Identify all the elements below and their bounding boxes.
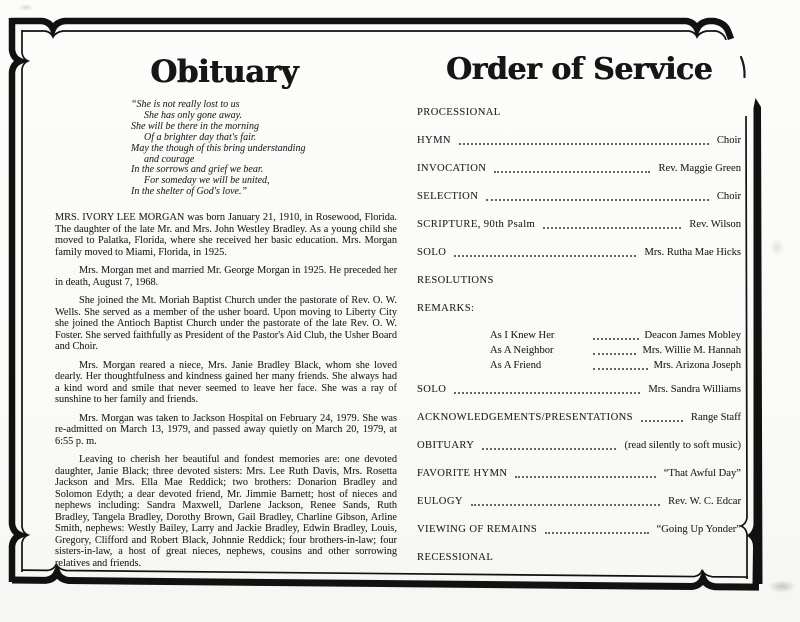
left-page-obituary — [25, 54, 423, 576]
obituary-paragraphs — [55, 212, 397, 569]
remarks-sub-item — [490, 329, 741, 342]
poem-line: In the sorrows and grief we bear. — [131, 164, 264, 176]
obituary-title: Obituary — [150, 54, 298, 90]
poem-line: She has only gone away. — [144, 109, 243, 121]
poem-line: She will be there in the morning — [131, 120, 259, 132]
dotted-leader — [486, 199, 709, 201]
service-label: EULOGY — [417, 496, 463, 507]
remarks-sub-label: As A Neighbor — [490, 345, 554, 356]
obituary-paragraph: Mrs. Morgan reared a niece, Mrs. Janie Bradley Black, whom she loved dearly. Her thoughtfulness and kindness gained her many friends. She always had a kind word and smile that never seemed to leave her face. She was a ray of sunshine to her family and friends. — [55, 359, 397, 406]
service-item — [417, 552, 741, 564]
service-value: Choir — [716, 191, 741, 202]
service-item — [417, 524, 741, 536]
service-item — [417, 135, 741, 147]
dotted-leader — [482, 448, 616, 450]
obituary-paragraph: Mrs. Morgan was taken to Jackson Hospital on February 24, 1979. She was re-admitted on March 13, 1979, and passed away quietly on March 20, 1979, at 6:55 p. m. — [55, 412, 397, 447]
service-value: Mrs. Rutha Mae Hicks — [644, 247, 741, 258]
service-item — [417, 191, 741, 203]
poem-line: and courage — [144, 153, 195, 165]
dotted-leader — [593, 368, 648, 370]
service-item — [417, 275, 741, 287]
poem-line: Of a brighter day that's fair. — [144, 131, 257, 143]
dotted-leader — [641, 420, 683, 422]
dotted-leader — [494, 171, 650, 173]
service-value: Rev. Wilson — [689, 219, 741, 230]
service-item — [417, 107, 741, 119]
service-item — [417, 468, 741, 480]
remarks-sub-label: As A Friend — [490, 360, 542, 371]
poem-line: May the though of this bring understanding — [131, 142, 306, 154]
obituary-paragraph: MRS. IVORY LEE MORGAN was born January 21, 1910, in Rosewood, Florida. The daughter of the late Mr. and Mrs. John Westley Bradley. As a young child she moved to Palatka, Florida, where she received her basic education. Mrs. Morgan family moved to Miami, Florida, in 1925. — [55, 212, 397, 258]
remarks-sub-item — [490, 344, 741, 357]
service-label: VIEWING OF REMAINS — [417, 524, 538, 535]
service-value: “That Awful Day” — [663, 468, 741, 479]
remarks-sub-list — [417, 329, 741, 372]
service-list — [417, 107, 741, 564]
remarks-sub-value: Mrs. Arizona Joseph — [653, 360, 741, 371]
obituary-paragraph: Leaving to cherish her beautiful and fondest memories are: one devoted daughter, Janie Black; three devoted sisters: Mrs. Lee Ruth Davis, Mrs. Rosetta Jackson and Mrs. Ella Mae Reddick; two brothers: Donarion Bradley and Solomon Edyth; a dear devoted friend, Mr. Jimmie Barnett; host of nieces and nephews including: Sandra Maxwell, Darlene Jackson, Renee Sands, Ruth Bradley, Tangela Bradley, Dorothy Brown, Gail Bradley, Charline Gibson, Arline Smith, nephews: Westly Bailey, Larry and Jackie Bradley, Edwin Bradley, Louis, Gregory, Clifford and Robert Black, Johnnie Reddick; four brothers-in-law; four sisters-in-law, a host of great nieces, nephews, cousins and other sorrowing relatives and friends. — [55, 454, 397, 569]
service-item — [417, 412, 741, 424]
service-label: HYMN — [417, 135, 451, 146]
poem-line: For someday we will be united, — [144, 175, 270, 187]
service-item — [417, 219, 741, 231]
service-label: SOLO — [417, 384, 447, 395]
service-label: SCRIPTURE, 90th Psalm — [417, 219, 536, 230]
service-item — [417, 440, 741, 452]
service-label: REMARKS: — [417, 303, 475, 314]
dotted-leader — [593, 338, 639, 340]
right-page-order-of-service — [417, 52, 741, 580]
service-label: RESOLUTIONS — [417, 275, 494, 286]
service-label: OBITUARY — [417, 440, 475, 451]
service-label: FAVORITE HYMN — [417, 468, 508, 479]
service-value: (read silently to soft music) — [624, 440, 741, 451]
dotted-leader — [459, 143, 709, 145]
poem-line: In the shelter of God's love.” — [131, 186, 248, 198]
service-value: Rev. Maggie Green — [658, 163, 741, 174]
service-value: Choir — [716, 135, 741, 146]
service-item — [417, 384, 741, 396]
service-value: Range Staff — [690, 412, 741, 423]
service-label: RECESSIONAL — [417, 552, 494, 563]
service-item — [417, 163, 741, 175]
dotted-leader — [593, 353, 636, 355]
order-of-service-title: Order of Service — [445, 52, 713, 87]
remarks-sub-value: Deacon James Mobley — [644, 330, 741, 341]
dotted-leader — [515, 476, 655, 478]
obituary-paragraph: She joined the Mt. Moriah Baptist Church under the pastorate of Rev. O. W. Wells. She served as a member of the usher board. Upon moving to Liberty City she joined the Antioch Baptist Church under the pastorate of the late Rev. O. W. Foster. She served faithfully as President of the Pastor's Aid Club, the Usher Board and Choir. — [55, 295, 397, 353]
service-label: INVOCATION — [417, 163, 487, 174]
service-value: Rev. W. C. Edcar — [668, 496, 741, 507]
remarks-sub-label: As I Knew Her — [490, 330, 555, 341]
dotted-leader — [454, 255, 636, 257]
service-item — [417, 303, 741, 315]
obituary-paragraph: Mrs. Morgan met and married Mr. George Morgan in 1925. He preceded her in death, August 7, 1968. — [55, 265, 397, 288]
dotted-leader — [454, 392, 640, 394]
dotted-leader — [545, 532, 648, 534]
service-label: PROCESSIONAL — [417, 107, 501, 118]
service-label: SELECTION — [417, 191, 479, 202]
remarks-sub-value: Mrs. Willie M. Hannah — [642, 345, 741, 356]
memorial-poem — [131, 100, 423, 198]
service-item — [417, 496, 741, 508]
dotted-leader — [543, 227, 681, 229]
poem-line: “She is not really lost to us — [131, 99, 240, 110]
remarks-sub-item — [490, 359, 741, 372]
service-item — [417, 247, 741, 259]
service-label: SOLO — [417, 247, 447, 258]
dotted-leader — [471, 504, 660, 506]
pen-mark — [741, 57, 745, 77]
service-label: ACKNOWLEDGEMENTS/PRESENTATIONS — [417, 412, 633, 423]
service-value: “Going Up Yonder” — [656, 524, 741, 535]
service-value: Mrs. Sandra Williams — [648, 384, 741, 395]
